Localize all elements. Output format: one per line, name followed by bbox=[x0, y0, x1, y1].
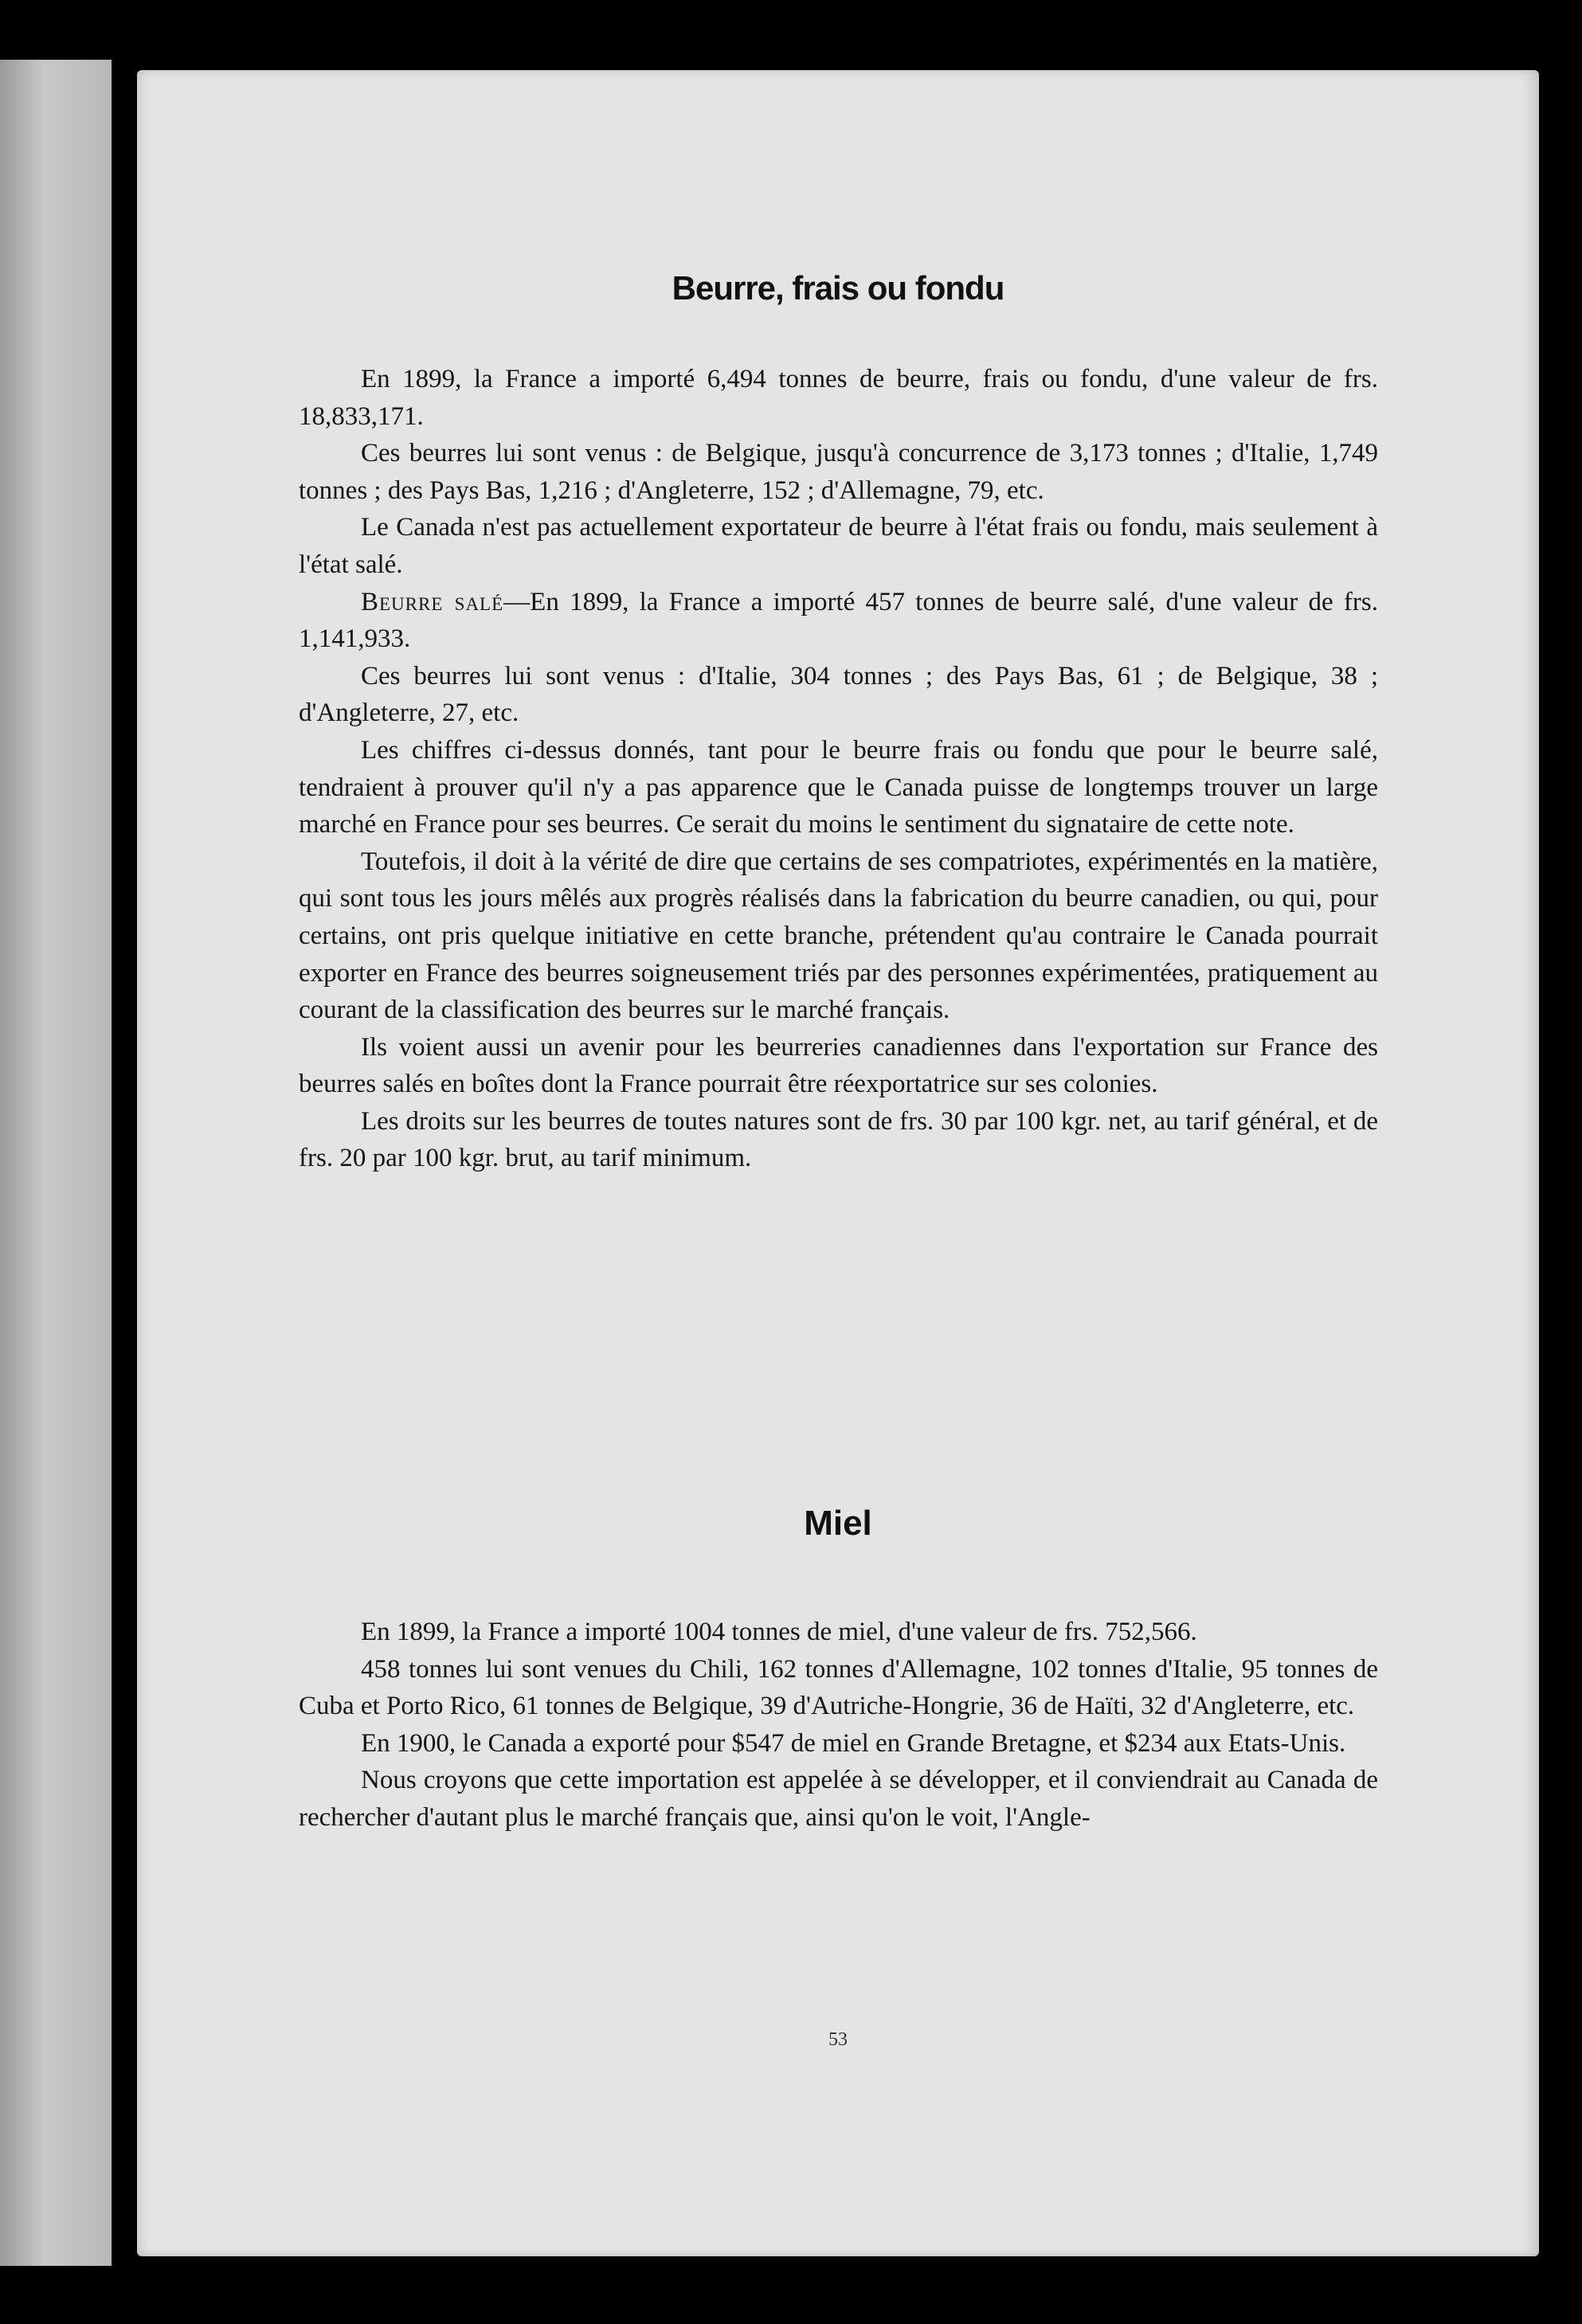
paragraph-text: —En 1899, la France a importé 457 tonnes de beurre salé, d'une valeur de frs. 1,141,933. bbox=[299, 587, 1378, 654]
paragraph: Toutefois, il doit à la vérité de dire que certains de ses compatriotes, expérimentés en la matière, qui sont tous les jours mêlés aux progrès réalisés dans la fabrication du beurre canadien, ou qui, pour certains, ont pris quelque initiative en cette branche, prétendent qu'au contraire le Canada pourrait exporter en France des beurres soigneusement triés par des personnes expérimentées, pratiquement au courant de la classification des beurres sur le marché français. bbox=[299, 847, 1378, 1025]
section-title-beurre: Beurre, frais ou fondu bbox=[672, 269, 1004, 307]
paragraph: Les chiffres ci-dessus donnés, tant pour le beurre frais ou fondu que pour le beurre salé, tendraient à prouver qu'il n'y a pas apparence que le Canada puisse de longtemps trouver un large marché en France pour ses beurres. Ce serait du moins le sentiment du signataire de cette note. bbox=[299, 735, 1378, 839]
paragraph: Ils voient aussi un avenir pour les beurreries canadiennes dans l'exportation sur France des beurres salés en boîtes dont la France pourrait être réexportatrice sur ses colonies. bbox=[299, 1032, 1378, 1099]
paragraph: Ces beurres lui sont venus : d'Italie, 304 tonnes ; des Pays Bas, 61 ; de Belgique, 38 ; d'Angleterre, 27, etc. bbox=[299, 661, 1378, 728]
section-title-miel: Miel bbox=[804, 1504, 872, 1543]
paragraph-beurre-sale bbox=[299, 584, 1378, 658]
paragraph: Ces beurres lui sont venus : de Belgique, jusqu'à concurrence de 3,173 tonnes ; d'Italie, 1,749 tonnes ; des Pays Bas, 1,216 ; d'Angleterre, 152 ; d'Allemagne, 79, etc. bbox=[299, 439, 1378, 505]
paragraph: Les droits sur les beurres de toutes natures sont de frs. 30 par 100 kgr. net, au tarif général, et de frs. 20 par 100 kgr. brut, au tarif minimum. bbox=[299, 1106, 1378, 1173]
paragraph: En 1900, le Canada a exporté pour $547 de miel en Grande Bretagne, et $234 aux Etats-Unis. bbox=[361, 1728, 1346, 1758]
paragraph: Le Canada n'est pas actuellement exportateur de beurre à l'état frais ou fondu, mais seulement à l'état salé. bbox=[299, 513, 1378, 579]
section-miel-body bbox=[299, 1614, 1378, 1837]
adjacent-page-edge bbox=[0, 60, 112, 2266]
paragraph: En 1899, la France a importé 1004 tonnes de miel, d'une valeur de frs. 752,566. bbox=[361, 1618, 1197, 1646]
page-number: 53 bbox=[828, 2029, 848, 2050]
paragraph: Nous croyons que cette importation est appelée à se développer, et il conviendrait au Canada de rechercher d'autant plus le marché français que, ainsi qu'on le voit, l'Angle- bbox=[299, 1766, 1378, 1832]
scanned-page bbox=[137, 70, 1539, 2256]
paragraph: En 1899, la France a importé 6,494 tonnes de beurre, frais ou fondu, d'une valeur de frs. 18,833,171. bbox=[299, 365, 1378, 431]
run-in-heading-beurre-sale: Beurre salé bbox=[361, 587, 504, 616]
section-beurre-body bbox=[299, 361, 1378, 1177]
paragraph: 458 tonnes lui sont venues du Chili, 162 tonnes d'Allemagne, 102 tonnes d'Italie, 95 tonnes de Cuba et Porto Rico, 61 tonnes de Belgique, 39 d'Autriche-Hongrie, 36 de Haïti, 32 d'Angleterre, etc. bbox=[299, 1654, 1378, 1721]
